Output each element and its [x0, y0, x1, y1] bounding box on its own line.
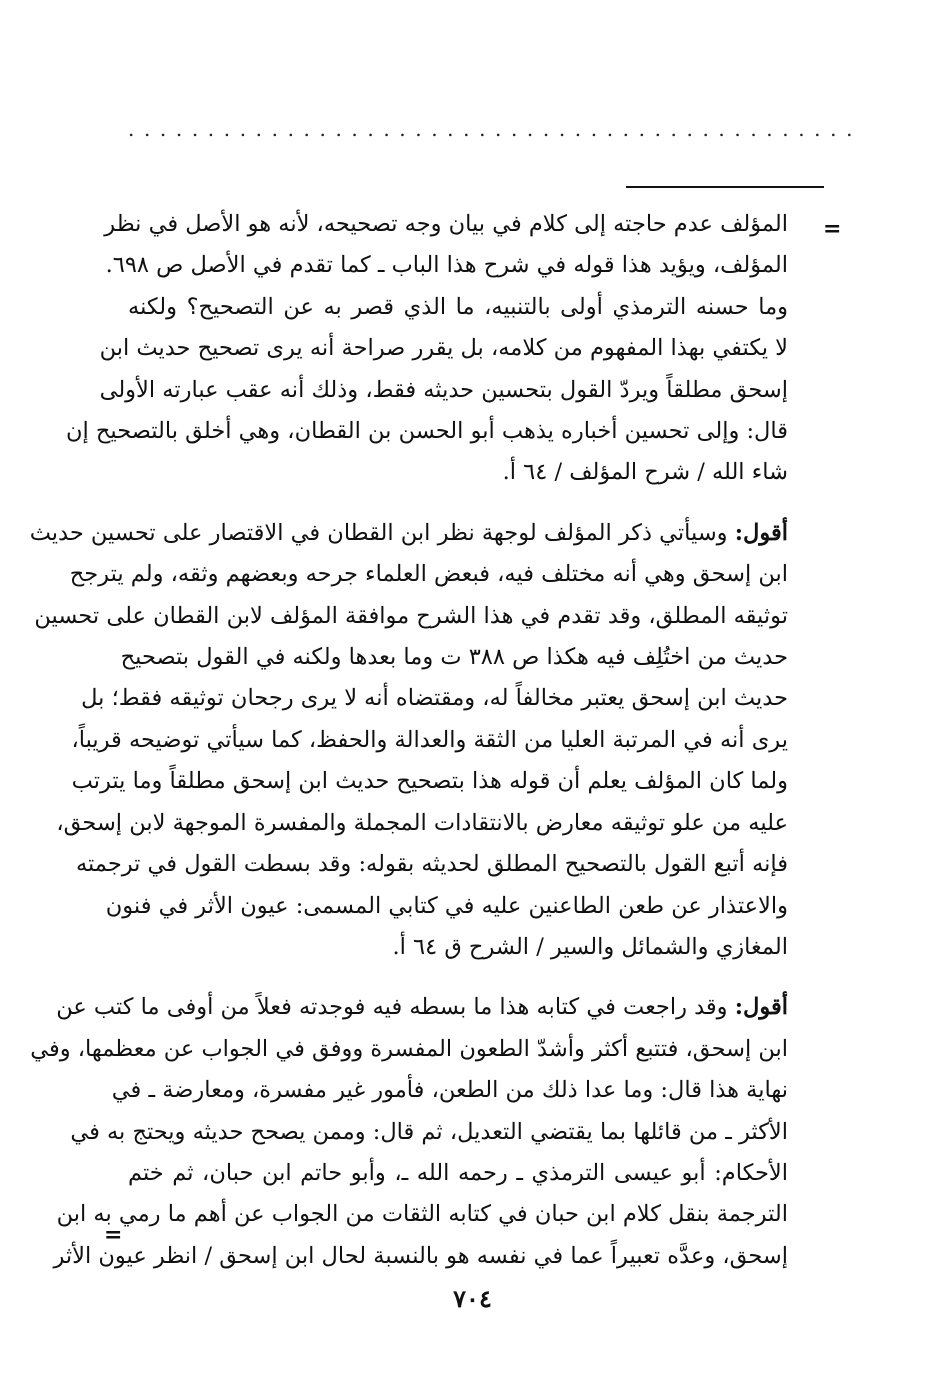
text-line: الأكثر ـ من قائلها بما يقتضي التعديل، ثم قال: وممن يصحح حديثه ويحتج به في — [70, 1118, 788, 1145]
text-line: وما حسنه الترمذي أولى بالتنبيه، ما الذي قصر به عن التصحيح؟ ولكنه — [128, 293, 788, 320]
footnote-text — [29, 204, 788, 1277]
text-line: الأحكام: أبو عيسى الترمذي ـ رحمه الله ـ، وأبو حاتم ابن حبان، ثم ختم — [128, 1159, 788, 1186]
text-line: نهاية هذا قال: وما عدا ذلك من الطعن، فأمور غير مفسرة، ومعارضة ـ في — [111, 1077, 788, 1104]
text-line: عليه من علو توثيقه معارض بالانتقادات المجملة والمفسرة الموجهة لابن إسحق، — [56, 809, 788, 836]
text-line: حديث ابن إسحق يعتبر مخالفاً له، ومقتضاه أنه لا يرى رجحان توثيقه فقط؛ بل — [81, 685, 788, 712]
text-line: المؤلف، ويؤيد هذا قوله في شرح هذا الباب ـ كما تقدم في الأصل ص ٦٩٨. — [105, 252, 788, 279]
text-line: ابن إسحق وهي أنه مختلف فيه، فبعض العلماء جرحه وبعضهم وثقه، ولم يترجح — [69, 561, 788, 588]
text-line: يرى أنه في المرتبة العليا من الثقة والعدالة والحفظ، كما سيأتي توضيحه قريباً، — [71, 726, 788, 753]
text-line: الترجمة بنقل كلام ابن حبان في كتابه الثقات من الجواب عن أهم ما رمي به ابن — [56, 1201, 788, 1228]
text-line-rest: وسيأتي ذكر المؤلف لوجهة نظر ابن القطان في الاقتصار على تحسين حديث — [29, 519, 728, 546]
text-line-lead — [56, 987, 788, 1028]
text-line: قال: وإلى تحسين أخباره يذهب أبو الحسن بن القطان، وهي أخلق بالتصحيح إن — [65, 418, 788, 445]
continuation-mark-end: = — [104, 1222, 123, 1248]
text-line: فإنه أتبع القول بالتصحيح المطلق لحديثه بقوله: وقد بسطت القول في ترجمته — [75, 851, 788, 878]
paragraph-1 — [65, 204, 788, 494]
text-line: ابن إسحق، فتتبع أكثر وأشدّ الطعون المفسرة ووفق في الجواب عن معظمها، وفي — [30, 1035, 788, 1062]
text-line: لا يكتفي بهذا المفهوم من كلامه، بل يقرر صراحة أنه يرى تصحيح حديث ابن — [99, 335, 788, 362]
paragraph-3 — [30, 987, 788, 1277]
text-line: ولما كان المؤلف يعلم أن قوله هذا بتصحيح حديث ابن إسحق مطلقاً وما يترتب — [71, 768, 788, 795]
continuation-mark-start: = — [823, 216, 842, 242]
text-line: إسحق مطلقاً ويردّ القول بتحسين حديثه فقط، وذلك أنه عقب عبارته الأولى — [99, 376, 788, 403]
footnote-separator-rule — [626, 186, 824, 188]
text-line: شاء الله / شرح المؤلف / ٦٤ أ. — [502, 459, 788, 486]
text-line-lead — [29, 513, 788, 554]
page-number: ٧٠٤ — [453, 1284, 492, 1313]
paragraph-2 — [29, 513, 788, 968]
text-line-rest: وقد راجعت في كتابه هذا ما بسطه فيه فوجدته فعلاً من أوفى ما كتب عن — [56, 994, 728, 1021]
paragraph-lead-word: أقول: — [734, 994, 788, 1021]
paragraph-lead-word: أقول: — [734, 519, 788, 546]
text-line: والاعتذار عن طعن الطاعنين عليه في كتابي المسمى: عيون الأثر في فنون — [105, 892, 788, 919]
header-dotted-line: .............................................. — [128, 117, 863, 141]
text-line: المغازي والشمائل والسير / الشرح ق ٦٤ أ. — [392, 933, 788, 960]
text-line: إسحق، وعدَّه تعبيراً عما في نفسه هو بالنسبة لحال ابن إسحق / انظر عيون الأثر — [53, 1242, 788, 1269]
text-line: حديث من اختُلِف فيه هكذا ص ٣٨٨ ت وما بعدها ولكنه في القول بتصحيح — [120, 644, 788, 671]
text-line: المؤلف عدم حاجته إلى كلام في بيان وجه تصحيحه، لأنه هو الأصل في نظر — [104, 211, 788, 237]
text-line: توثيقه المطلق، وقد تقدم في هذا الشرح موافقة المؤلف لابن القطان على تحسين — [34, 602, 788, 629]
